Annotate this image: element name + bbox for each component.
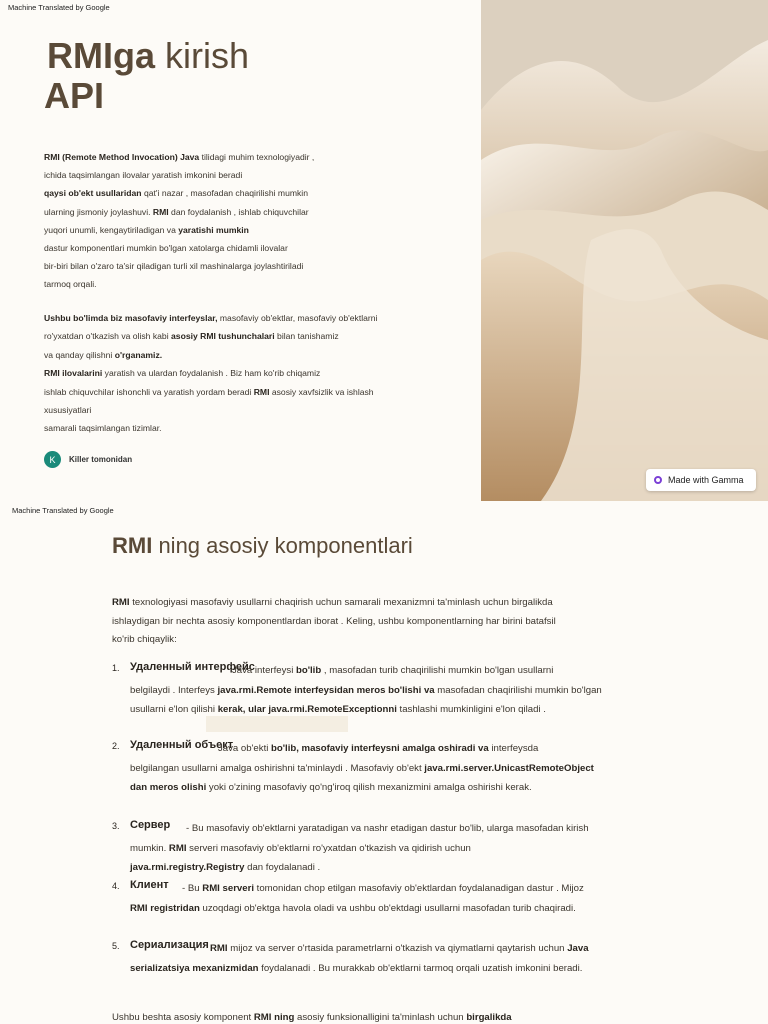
paragraph-line: bir-biri bilan o'zaro ta'sir qiladigan turli xil mashinalarga joylashtiriladi	[44, 261, 304, 272]
desert-dunes-image	[481, 0, 768, 501]
component-heading: Удаленный объект	[130, 739, 234, 751]
component-line: serializatsiya mexanizmidan foydalanadi . Bu murakkab ob'ektlarni tarmoq orqali uzatish imkonini beradi.	[130, 962, 583, 974]
highlight	[206, 716, 348, 732]
component-line: Java interfeysi bo'lib , masofadan turib chaqirilishi mumkin bo'lgan usullarni	[232, 665, 554, 676]
component-line: - Bu RMI serveri tomonidan chop etilgan masofaviy ob'ektlardan foydalanadigan dastur . Mijoz	[182, 883, 584, 894]
paragraph-line: RMI (Remote Method Invocation) Java tilidagi muhim texnologiyadir ,	[44, 152, 315, 162]
machine-translated-label-2: Machine Translated by Google	[12, 506, 114, 515]
author-name: Killer tomonidan	[69, 455, 133, 464]
paragraph-line: qaysi ob'ekt usullaridan qat'i nazar , masofadan chaqirilishi mumkin	[44, 188, 308, 199]
intro-line: ishlaydigan bir nechta asosiy komponentlardan iborat . Keling, ushbu komponentlarning har birini batafsil	[112, 615, 556, 627]
component-heading: Сериализация	[130, 939, 209, 951]
slide-2-title	[112, 533, 413, 559]
component-line: - Bu masofaviy ob'ektlarni yaratadigan va nashr etadigan dastur bo'lib, ularga masofadan kirish	[186, 823, 589, 834]
title-rest: ning asosiy komponentlari	[152, 533, 413, 558]
paragraph-line: ichida taqsimlangan ilovalar yaratish imkonini beradi	[44, 170, 243, 181]
intro-line: ko'rib chiqaylik:	[112, 634, 177, 646]
paragraph-line: va qanday qilishni o'rganamiz.	[44, 349, 163, 360]
component-heading: Клиент	[130, 879, 169, 891]
outro-line: Ushbu beshta asosiy komponent RMI ning asosiy funksionalligini ta'minlash uchun birgalikda	[112, 1012, 512, 1023]
title-rest: kirish	[155, 35, 250, 76]
list-number: 1.	[112, 663, 120, 673]
machine-translated-label: Machine Translated by Google	[8, 3, 110, 12]
paragraph-line: yuqori unumli, kengaytiriladigan va yaratishi mumkin	[44, 224, 249, 235]
component-line: RMI mijoz va server o'rtasida parametrlarni o'tkazish va qiymatlarni qaytarish uchun Java	[210, 943, 589, 954]
component-heading: Сервер	[130, 819, 171, 831]
component-line: belgilangan usullarni amalga oshirishni ta'minlaydi . Masofaviy ob'ekt java.rmi.server.UnicastRemoteObject	[130, 762, 594, 774]
paragraph-line: ro'yxatdan o'tkazish va olish kabi asosiy RMI tushunchalari bilan tanishamiz	[44, 331, 339, 342]
author-avatar: K	[44, 451, 61, 468]
list-number: 4.	[112, 881, 120, 891]
paragraph-line: RMI ilovalarini yaratish va ulardan foydalanish . Biz ham ko'rib chiqamiz	[44, 368, 321, 379]
list-number: 5.	[112, 941, 120, 951]
component-line: java.rmi.registry.Registry dan foydalanadi .	[130, 862, 321, 873]
paragraph-line: ularning jismoniy joylashuvi. RMI dan foydalanish , ishlab chiquvchilar	[44, 206, 309, 217]
title-bold: RMI	[112, 533, 153, 558]
title-line2: API	[44, 75, 105, 116]
component-heading: Удаленный интерфейс	[130, 661, 255, 673]
made-with-gamma-badge[interactable]	[646, 469, 756, 491]
list-number: 3.	[112, 821, 120, 831]
dune-illustration	[481, 0, 768, 501]
gamma-label: Made with Gamma	[668, 475, 744, 485]
component-line: Java ob'ekti bo'lib, masofaviy interfeysni amalga oshiradi va interfeysda	[218, 743, 539, 754]
paragraph-line: ishlab chiquvchilar ishonchli va yaratish yordam beradi RMI asosiy xavfsizlik va ishlash	[44, 386, 374, 397]
component-line: mumkin. RMI serveri masofaviy ob'ektlarni ro'yxatdan o'tkazish va qidirish uchun	[130, 842, 471, 854]
slide-1-title	[44, 36, 249, 116]
component-line: usullarni e'lon qilishi kerak, ular java.rmi.RemoteExceptionni tashlashi mumkinligini e'lon qiladi .	[130, 704, 546, 715]
gamma-logo-icon	[654, 476, 662, 484]
component-line: belgilaydi . Interfeys java.rmi.Remote interfeysidan meros bo'lishi va masofadan chaqirilishi mumkin bo'lgan	[130, 684, 602, 696]
intro-line: RMI texnologiyasi masofaviy usullarni chaqirish uchun samarali mexanizmni ta'minlash uchun birgalikda	[112, 597, 553, 608]
author	[44, 451, 132, 468]
component-line: dan meros olishi yoki o'zining masofaviy qo'ng'iroq qilish mexanizmini amalga oshirishi kerak.	[130, 782, 532, 793]
list-number: 2.	[112, 741, 120, 751]
title-bold: RMIga	[47, 35, 155, 76]
slide-1	[0, 0, 768, 502]
component-line: RMI registridan uzoqdagi ob'ektga havola oladi va ushbu ob'ektdagi usullarni masofadan turib chaqiradi.	[130, 902, 576, 914]
paragraph-line: xususiyatlari	[44, 405, 92, 415]
paragraph-line: tarmoq orqali.	[44, 279, 97, 290]
paragraph-line: Ushbu bo'limda biz masofaviy interfeyslar, masofaviy ob'ektlar, masofaviy ob'ektlarni	[44, 313, 378, 323]
paragraph-line: samarali taqsimlangan tizimlar.	[44, 423, 162, 434]
paragraph-line: dastur komponentlari mumkin bo'lgan xatolarga chidamli ilovalar	[44, 243, 288, 253]
